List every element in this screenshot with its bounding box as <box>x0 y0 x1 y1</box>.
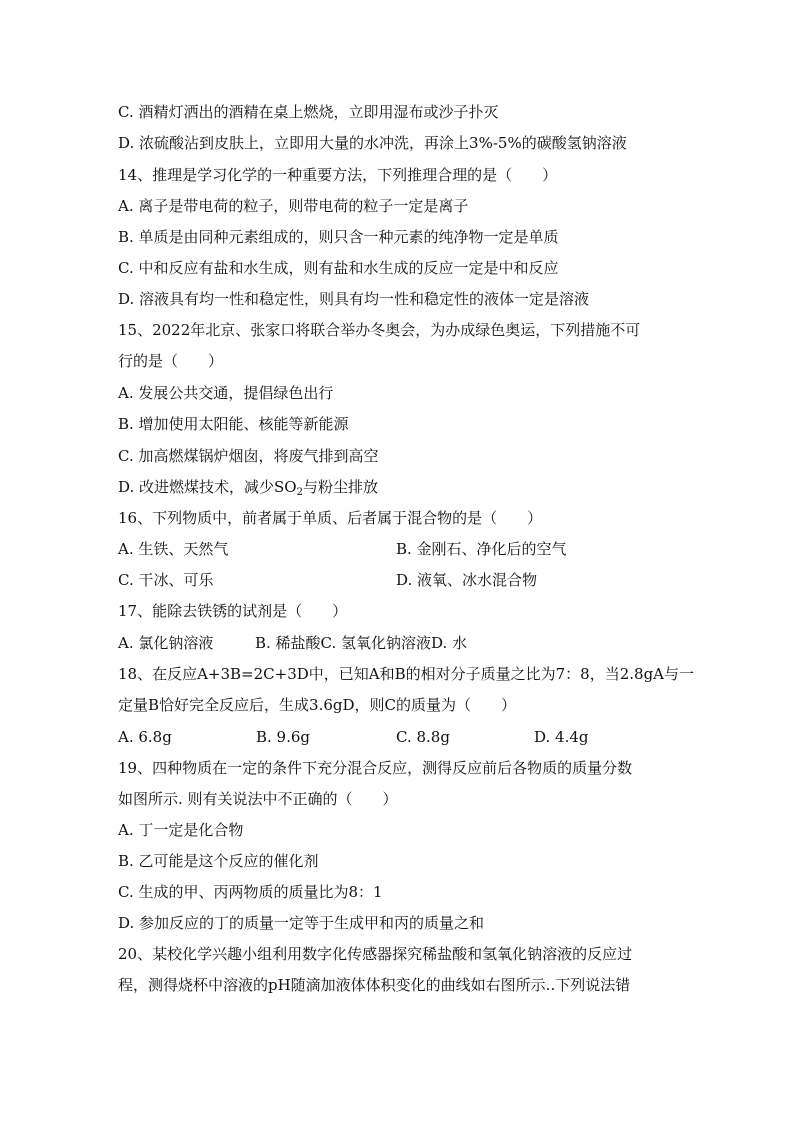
q15-option-c: C. 加高燃煤锅炉烟囱，将废气排到高空 <box>118 447 379 465</box>
q20-stem-line1: 20、某校化学兴趣小组利用数字化传感器探究稀盐酸和氢氧化钠溶液的反应过 <box>118 945 633 963</box>
q15-option-a: A. 发展公共交通，提倡绿色出行 <box>118 384 334 402</box>
q16-option-a: A. 生铁、天然气 <box>118 540 229 558</box>
q15-stem-line1: 15、2022年北京、张家口将联合举办冬奥会，为办成绿色奥运，下列措施不可 <box>118 321 641 339</box>
q15-stem-line2: 行的是（ ） <box>118 352 224 370</box>
q17-stem: 17、能除去铁锈的试剂是（ ） <box>118 602 348 620</box>
q15-option-d-pre: D. 改进燃煤技术，减少SO <box>118 478 297 496</box>
q16-stem: 16、下列物质中，前者属于单质、后者属于混合物的是（ ） <box>118 509 543 527</box>
q19-option-c: C. 生成的甲、丙两物质的质量比为8：1 <box>118 883 383 901</box>
q18-option-c: C. 8.8g <box>396 728 450 746</box>
q15-option-d <box>118 477 378 497</box>
q18-option-d: D. 4.4g <box>534 728 589 746</box>
q17-option-a: A. 氯化钠溶液 <box>118 634 214 652</box>
q18-stem-line1: 18、在反应A+3B=2C+3D中，已知A和B的相对分子质量之比为7：8，当2.8gA与一 <box>118 665 695 683</box>
q19-stem-line1: 19、四种物质在一定的条件下充分混合反应，测得反应前后各物质的质量分数 <box>118 759 633 777</box>
q18-option-b: B. 9.6g <box>256 728 311 746</box>
q19-stem-line2: 如图所示. 则有关说法中不正确的（ ） <box>118 790 398 808</box>
q14-option-d: D. 溶液具有均一性和稳定性，则具有均一性和稳定性的液体一定是溶液 <box>118 290 590 308</box>
q19-option-d: D. 参加反应的丁的质量一定等于生成甲和丙的质量之和 <box>118 914 485 932</box>
q15-option-b: B. 增加使用太阳能、核能等新能源 <box>118 415 349 433</box>
q13-option-d: D. 浓硫酸沾到皮肤上，立即用大量的水冲洗，再涂上3%-5%的碳酸氢钠溶液 <box>118 134 627 152</box>
q15-option-d-post: 与粉尘排放 <box>302 478 378 496</box>
q18-option-a: A. 6.8g <box>118 728 172 746</box>
q14-stem: 14、推理是学习化学的一种重要方法，下列推理合理的是（ ） <box>118 166 558 184</box>
q14-option-c: C. 中和反应有盐和水生成，则有盐和水生成的反应一定是中和反应 <box>118 259 559 277</box>
q14-option-a: A. 离子是带电荷的粒子，则带电荷的粒子一定是离子 <box>118 197 469 215</box>
q16-option-b: B. 金刚石、净化后的空气 <box>396 540 567 558</box>
q18-stem-line2: 定量B恰好完全反应后，生成3.6gD，则C的质量为（ ） <box>118 696 516 714</box>
q15-option-d-subscript: 2 <box>296 487 303 498</box>
q19-option-b: B. 乙可能是这个反应的催化剂 <box>118 852 319 870</box>
q14-option-b: B. 单质是由同种元素组成的，则只含一种元素的纯净物一定是单质 <box>118 228 559 246</box>
q16-option-c: C. 干冰、可乐 <box>118 571 214 589</box>
q20-stem-line2: 程，测得烧杯中溶液的pH随滴加液体体积变化的曲线如右图所示..下列说法错 <box>118 976 631 994</box>
q17-options-bcd: B. 稀盐酸C. 氢氧化钠溶液D. 水 <box>255 634 468 652</box>
q13-option-c: C. 酒精灯洒出的酒精在桌上燃烧，立即用湿布或沙子扑灭 <box>118 103 499 121</box>
q19-option-a: A. 丁一定是化合物 <box>118 821 244 839</box>
q16-option-d: D. 液氧、冰水混合物 <box>396 571 538 589</box>
